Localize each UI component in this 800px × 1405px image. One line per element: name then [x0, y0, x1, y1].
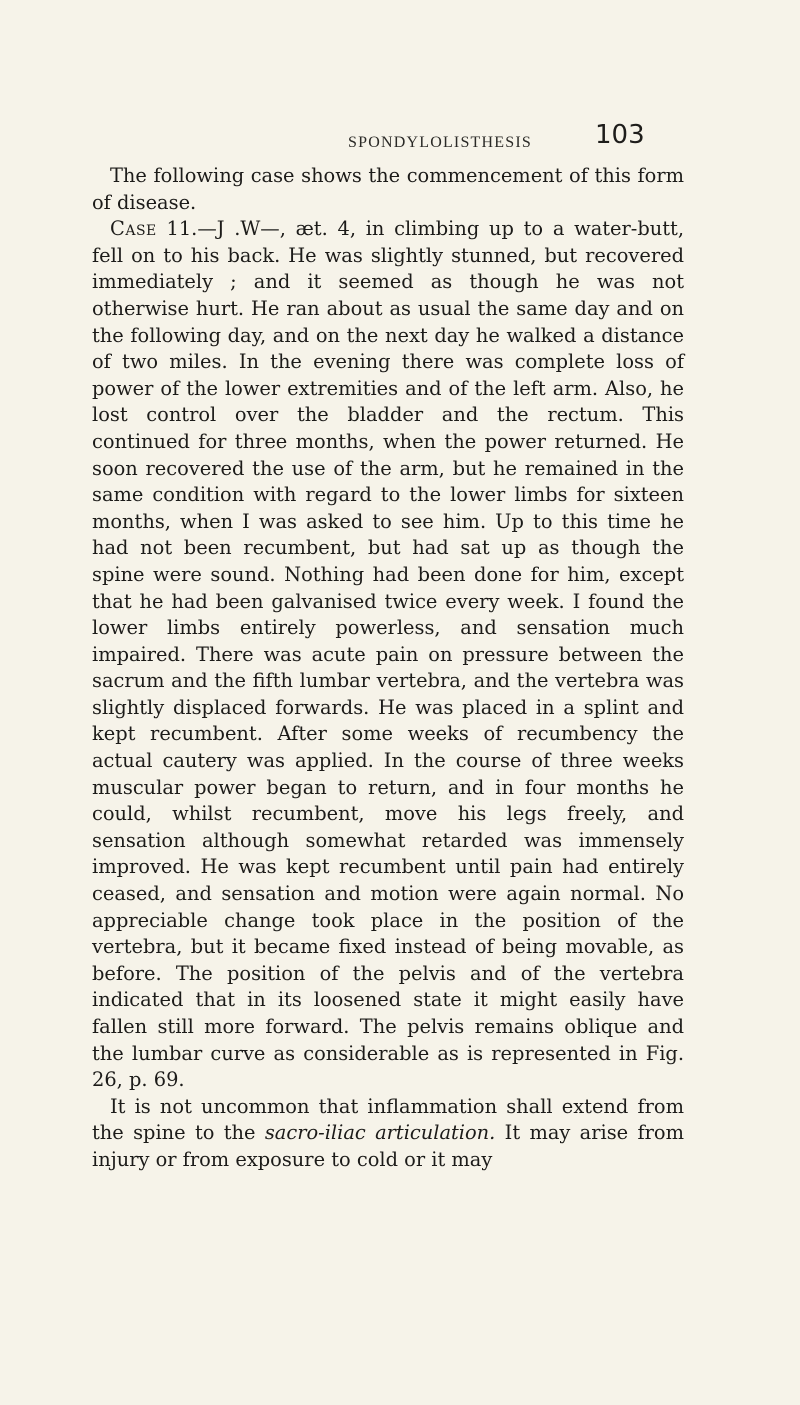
page-number: 103 — [595, 120, 645, 150]
paragraph-sacro-iliac — [92, 1094, 684, 1174]
p3-start: It is not uncommon that inflammation shall extend from the spine to the — [92, 1094, 684, 1145]
case-label: Case — [110, 217, 157, 241]
sacro-iliac-term: sacro-iliac articulation. — [264, 1121, 496, 1145]
p3-end: It may arise from injury or from exposure to cold or it may — [92, 1121, 684, 1171]
paragraph-case-11 — [92, 216, 684, 1094]
case-11-text: 11.—J .W—, æt. 4, in climbing up to a water-butt, fell on to his back. He was slightly stunned, but recovered immediately ; and it seemed as though he was not otherwise hurt. He ran about as usual the same day and on the following day, and on the next day he walked a distance of two miles. In the evening there was complete loss of power of the lower extremities and of the left arm. Also, he lost control over the bladder and the rectum. This continued for three months, when the power returned. He soon recovered the use of the arm, but he remained in the same condition with regard to the lower limbs for sixteen months, when I was asked to see him. Up to this time he had not been recumbent, but had sat up as though the spine were sound. Nothing had been done for him, except that he had been galvanised twice every week. I found the lower limbs entirely powerless, and sensation much impaired. There was acute pain on pressure between the sacrum and the fifth lumbar vertebra, and the vertebra was slightly displaced forwards. He was placed in a splint and kept recumbent. After some weeks of recumbency the actual cautery was applied. In the course of three weeks muscular power began to return, and in four months he could, whilst recumbent, move his legs freely, and sensation although somewhat retarded was immensely improved. He was kept recumbent until pain had entirely ceased, and sensation and motion were again normal. No appreciable change took place in the position of the vertebra, but it became fixed instead of being movable, as before. The position of the pelvis and of the vertebra indicated that in its loosened state it might easily have fallen still more forward. The pelvis remains oblique and the lumbar curve as considerable as is represented in Fig. 26, p. 69. — [92, 217, 684, 1092]
running-title: SPONDYLOLISTHESIS — [348, 134, 532, 151]
paragraph-intro: The following case shows the commencement of this form of disease. — [92, 164, 684, 214]
body-text — [92, 163, 684, 1174]
running-header — [0, 118, 800, 158]
